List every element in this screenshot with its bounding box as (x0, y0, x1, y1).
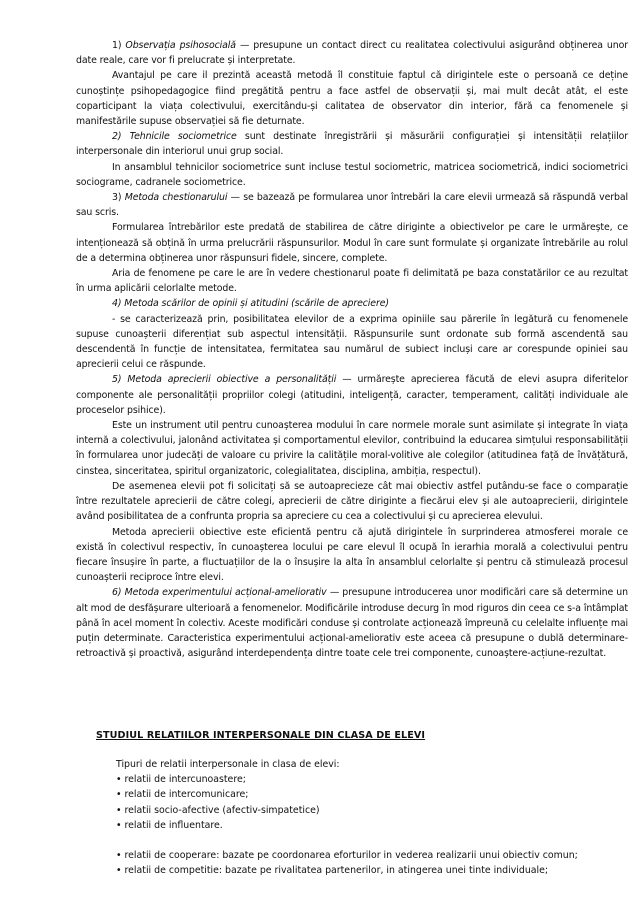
list-item: • relatii de intercomunicare; (116, 789, 249, 801)
list-item: • relatii de cooperare: bazate pe coordonarea eforturilor in vederea realizarii unui obiectiv comun; (116, 850, 578, 862)
paragraph-eficienta-metodei: Metoda aprecierii obiective este eficientă pentru că ajută dirigintele în surprinderea atmosferei morale ce există în colectivul respectiv, în cunoașterea locului pe care elevul îl ocupă în ierarhia morală a colectivului pentru fiecare însușire în parte, a fluctuațiilor de la o însușire la alta în ansamblul celorlalte și pentru că stimulează procesul cunoașterii reciproce între elevi. (76, 526, 628, 584)
list-spacer (116, 833, 636, 848)
list-item: • relatii socio-afective (afectiv-simpatetice) (116, 804, 320, 816)
paragraph-autoapreciere: De asemenea elevii pot fi solicitați să se autoaprecieze cât mai obiectiv astfel putându-se face o comparație între rezultatele aprecierii de către colegi, aprecierii de către diriginte a fiecărui elev și ale autoaprecierii, dirigintele având posibilitatea de a confrunta propria sa apreciere cu cea a colectivului și cu aprecierea elevului. (76, 480, 628, 523)
paragraph-formularea-intrebarilor: Formularea întrebărilor este predată de stabilirea de către diriginte a obiectivelor pe care le urmărește, ce intenționează să obțină în urma prelucrării răspunsurilor. Modul în care sunt formulate și organizate întrebările au rolul de a determina obținerea unor răspunsuri fidele, sincere, complete. (76, 222, 628, 264)
paragraph-apreciere-obiectiva: 5) Metoda aprecierii obiective a personalității — urmărește aprecierea făcută de elevi asupra diferitelor componente ale personalității propriilor colegi (atitudini, inteligență, caracter, temperament, calități individuale ale proceselor psihice). (76, 374, 628, 416)
paragraph-experiment-ameliorativ: 6) Metoda experimentului acțional-ameliorativ — presupune introducerea unor modificări care să determine un alt mod de desfășurare ulterioară a fenomenelor. Modificările introduse decurg în mod riguros din ceea ce s-a întâmplat până în acel moment în colectiv. Aceste modificări conduse și controlate acționează împreună cu celelalte influențe mai puțin determinate. Caracteristica experimentului acțional-ameliorativ este aceea că presupune o dublă determinare-retroactivă și proactivă, asigurând interdependența dintre toate cele trei componente, cunoaștere-acțiune-rezultat. (76, 587, 628, 660)
paragraph-tehnici-sociometrice: 2) Tehnicile sociometrice sunt destinate înregistrării și măsurării configurației și intensității relațiilor interpersonale din interiorul unui grup social. (76, 131, 629, 158)
section-heading: STUDIUL RELATIILOR INTERPERSONALE DIN CLASA DE ELEVI (96, 730, 426, 741)
list-intro: Tipuri de relatii interpersonale in clasa de elevi: (116, 759, 340, 770)
list-item: • relatii de intercunoastere; (116, 774, 246, 786)
paragraph-observatia: 1) Observația psihosocială — presupune un contact direct cu realitatea colectivului asigurând obținerea unor date reale, care vor fi prelucrate și interpretate. (76, 40, 628, 67)
list-item: • relatii de influentare. (116, 819, 223, 831)
paragraph-aria-fenomene: Aria de fenomene pe care le are în vedere chestionarul poate fi delimitată pe baza constatărilor ce au rezultat în urma aplicării celorlalte metode. (76, 268, 628, 295)
paragraph-scari-opinii: 4) Metoda scărilor de opinii și atitudini (scările de apreciere) (112, 298, 389, 310)
paragraph-scari-descriere: - se caracterizează prin, posibilitatea elevilor de a exprima opiniile sau părerile în legătură cu fenomenele supuse cunoașterii diferențiat sub aspectul intensității. Răspunsurile sunt ordonate sub formă ascendentă sau descendentă în funcție de intensitatea, fermitatea sau numărul de subiect incluși care ar corespunde opiniei sau aprecierii celui ce răspunde. (76, 313, 628, 371)
paragraph-avantaj: Avantajul pe care il prezintă această metodă îl constituie faptul că dirigintele este o persoană ce deține cunoștințe psihopedagogice fiind pregătită pentru a face astfel de observații și, mai mult decât atât, el este coparticipant la viața colectivului, exercitându-și calitatea de observator din interior, fără ca fenomenele și manifestările supuse observației să fie deturnate. (76, 70, 628, 128)
document-body (76, 38, 628, 661)
paragraph-ansamblul-tehnicilor: In ansamblul tehnicilor sociometrice sunt incluse testul sociometric, matricea sociometrică, indici sociometrici sociograme, cadranele sociometrice. (76, 161, 628, 188)
list-item: • relatii de competitie: bazate pe rivalitatea partenerilor, in atingerea unei tinte individuale; (116, 865, 549, 877)
relations-list (116, 757, 636, 879)
paragraph-chestionar: 3) Metoda chestionarului — se bazează pe formularea unor întrebări la care elevii urmează să răspundă verbal sau scris. (76, 192, 628, 219)
paragraph-instrument-util: Este un instrument util pentru cunoașterea modului în care normele morale sunt asimilate și integrate în viața internă a colectivului, jalonând activitatea și comportamentul elevilor, contribuind la educarea simțului responsabilității în formularea unor judecăți de valoare cu privire la calitățile moral-volitive ale colegilor (atitudinea față de învățătură, cinstea, sinceritatea, spiritul organizatoric, colegialitatea, disciplina, ambiția, respectul). (76, 420, 628, 477)
